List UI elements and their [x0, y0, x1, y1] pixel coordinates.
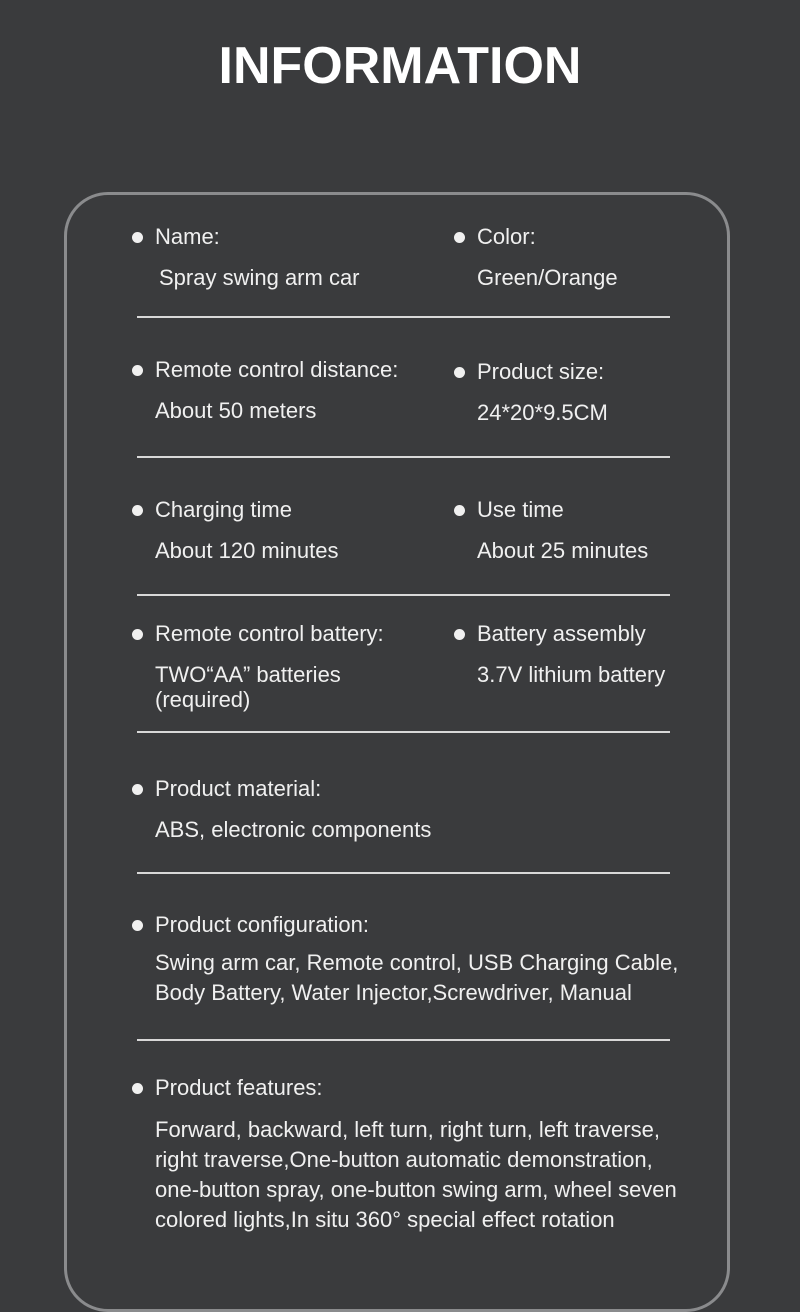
bullet-icon: [132, 365, 143, 376]
use-time-label: Use time: [477, 497, 564, 522]
material-label: Product material:: [155, 776, 322, 801]
battery-assembly-field: [454, 619, 665, 690]
color-value: Green/Orange: [477, 265, 618, 290]
bullet-icon: [132, 920, 143, 931]
charging-time-value: About 120 minutes: [155, 538, 339, 563]
material-field: [132, 774, 431, 845]
remote-battery-field: [132, 619, 384, 712]
battery-assembly-label: Battery assembly: [477, 621, 646, 646]
charging-time-field: [132, 495, 338, 566]
battery-assembly-value: 3.7V lithium battery: [477, 662, 666, 687]
charging-time-label: Charging time: [155, 497, 292, 522]
color-field: [454, 222, 618, 293]
configuration-field: [132, 910, 678, 1008]
name-label: Name:: [155, 224, 220, 249]
divider: [137, 594, 670, 596]
bullet-icon: [132, 505, 143, 516]
configuration-value: Swing arm car, Remote control, USB Charging Cable, Body Battery, Water Injector,Screwdriver, Manual: [155, 950, 679, 1005]
product-size-field: [454, 357, 608, 428]
divider: [137, 1039, 670, 1041]
product-size-label: Product size:: [477, 359, 605, 384]
bullet-icon: [132, 784, 143, 795]
remote-distance-value: About 50 meters: [155, 398, 317, 423]
features-value: Forward, backward, left turn, right turn, left traverse, right traverse,One-button automatic demonstration, one-button spray, one-button swing arm, wheel seven colored lights,In situ 360° special effect rotation: [155, 1117, 677, 1232]
bullet-icon: [132, 629, 143, 640]
use-time-field: [454, 495, 648, 566]
bullet-icon: [454, 629, 465, 640]
divider: [137, 872, 670, 874]
bullet-icon: [132, 232, 143, 243]
bullet-icon: [454, 367, 465, 378]
bullet-icon: [132, 1083, 143, 1094]
page-title: INFORMATION: [218, 37, 582, 95]
material-value: ABS, electronic components: [155, 817, 432, 842]
remote-battery-value: TWO“AA” batteries (required): [155, 662, 341, 712]
bullet-icon: [454, 505, 465, 516]
name-field: [132, 222, 360, 293]
divider: [137, 456, 670, 458]
name-value: Spray swing arm car: [159, 265, 360, 290]
remote-distance-field: [132, 355, 398, 426]
features-label: Product features:: [155, 1075, 323, 1100]
divider: [137, 316, 670, 318]
bullet-icon: [454, 232, 465, 243]
configuration-label: Product configuration:: [155, 912, 370, 937]
features-field: [132, 1073, 677, 1235]
color-label: Color:: [477, 224, 536, 249]
remote-distance-label: Remote control distance:: [155, 357, 399, 382]
divider: [137, 731, 670, 733]
product-size-value: 24*20*9.5CM: [477, 400, 608, 425]
remote-battery-label: Remote control battery:: [155, 621, 384, 646]
use-time-value: About 25 minutes: [477, 538, 649, 563]
